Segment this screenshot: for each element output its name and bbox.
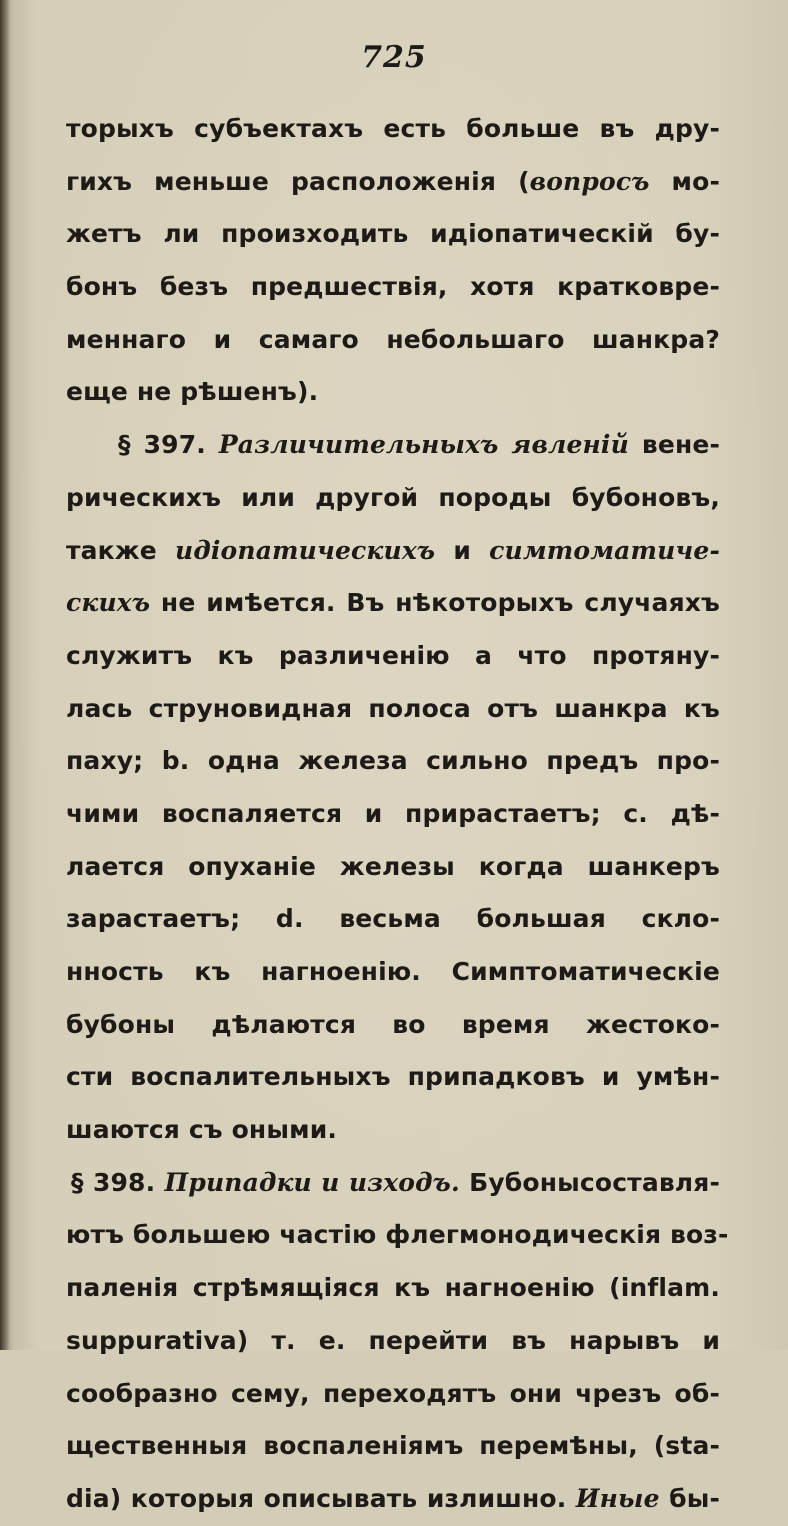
text-run: лась струновидная полоса отъ шанкра къ bbox=[66, 693, 720, 723]
text-run: бы- bbox=[659, 1483, 720, 1513]
text-line bbox=[66, 103, 720, 156]
italic-text: скихъ bbox=[66, 588, 151, 618]
text-run: рическихъ или другой породы бубоновъ, bbox=[66, 482, 720, 512]
text-run: щественныя воспаленіямъ перемѣны, (sta- bbox=[66, 1431, 720, 1461]
text-run: бонъ безъ предшествія, хотя кратковре- bbox=[66, 272, 720, 302]
text-run: еще не рѣшенъ). bbox=[66, 377, 319, 407]
text-run: зарастаетъ; d. весьма большая скло- bbox=[66, 904, 720, 934]
text-run: suppurativa) т. е. перейти въ нарывъ и bbox=[66, 1325, 720, 1355]
text-run: мо- bbox=[649, 166, 720, 196]
italic-text: вопросъ bbox=[529, 166, 650, 196]
text-line bbox=[66, 472, 720, 525]
text-line bbox=[66, 208, 720, 261]
text-line bbox=[66, 1473, 720, 1526]
text-line bbox=[66, 893, 720, 946]
text-run: жетъ ли произходить идіопатическій бу- bbox=[66, 219, 720, 249]
text-run: ютъ большею частію флегмонодическія воз- bbox=[66, 1220, 729, 1250]
page-gutter-shadow bbox=[0, 0, 10, 1350]
text-line bbox=[66, 1209, 729, 1262]
text-line bbox=[66, 788, 720, 841]
text-run: торыхъ субъектахъ есть больше въ дру- bbox=[66, 114, 720, 143]
text-line bbox=[66, 1315, 720, 1368]
text-run: не имѣется. Въ нѣкоторыхъ случаяхъ bbox=[150, 588, 720, 618]
text-line bbox=[66, 156, 720, 209]
text-line bbox=[66, 1368, 720, 1421]
text-line bbox=[66, 683, 720, 736]
text-line bbox=[66, 841, 720, 894]
text-run: бубоны дѣлаются во время жестоко- bbox=[66, 1009, 720, 1039]
text-line bbox=[66, 1262, 720, 1315]
text-line bbox=[66, 735, 720, 788]
text-line bbox=[66, 366, 720, 419]
text-line bbox=[66, 577, 720, 630]
text-line bbox=[66, 630, 720, 683]
text-line bbox=[66, 1157, 720, 1210]
text-run: § 398. bbox=[71, 1167, 165, 1197]
italic-text: идіопатическихъ bbox=[175, 535, 436, 565]
text-run: чими воспаляется и прирастаетъ; c. дѣ- bbox=[66, 798, 720, 828]
text-line bbox=[66, 1104, 720, 1157]
text-run: Бубонысоставля- bbox=[459, 1167, 720, 1197]
text-line bbox=[66, 946, 720, 999]
italic-text: Различительныхъ явленій bbox=[218, 430, 629, 460]
text-run: меннаго и самаго небольшаго шанкра? bbox=[66, 324, 720, 354]
text-line bbox=[66, 525, 720, 578]
italic-text: симтоматиче- bbox=[489, 535, 720, 565]
text-run: лается опуханіе железы когда шанкеръ bbox=[66, 851, 720, 881]
text-run: и bbox=[435, 535, 490, 565]
text-run: гихъ меньше расположенія ( bbox=[66, 166, 530, 196]
text-run: нность къ нагноенію. Симптоматическіе bbox=[66, 957, 720, 986]
body-text bbox=[66, 103, 729, 1526]
text-run: паху; b. одна железа сильно предъ про- bbox=[66, 746, 720, 776]
text-run: паленія стрѣмящіяся къ нагноенію (inflam. bbox=[66, 1273, 720, 1303]
text-line bbox=[66, 1420, 720, 1473]
text-line bbox=[66, 261, 720, 314]
text-line bbox=[66, 999, 720, 1052]
text-line bbox=[66, 419, 720, 472]
text-run: § 397. bbox=[118, 430, 219, 460]
text-run: dia) которыя описывать излишно. bbox=[66, 1483, 576, 1513]
text-run: вене- bbox=[628, 430, 720, 460]
text-run: сообразно сему, переходятъ они чрезъ об- bbox=[66, 1378, 720, 1408]
text-run: шаются съ оными. bbox=[66, 1115, 338, 1145]
text-line bbox=[66, 1051, 720, 1104]
text-run: также bbox=[66, 535, 176, 565]
italic-text: Иные bbox=[575, 1483, 660, 1513]
text-run: сти воспалительныхъ припадковъ и умѣн- bbox=[66, 1062, 720, 1092]
text-run: служитъ къ различенію a что протяну- bbox=[66, 640, 720, 670]
page-number: 725 bbox=[361, 40, 427, 75]
text-line bbox=[66, 314, 720, 367]
italic-text: Припадки и изходъ. bbox=[164, 1167, 460, 1197]
